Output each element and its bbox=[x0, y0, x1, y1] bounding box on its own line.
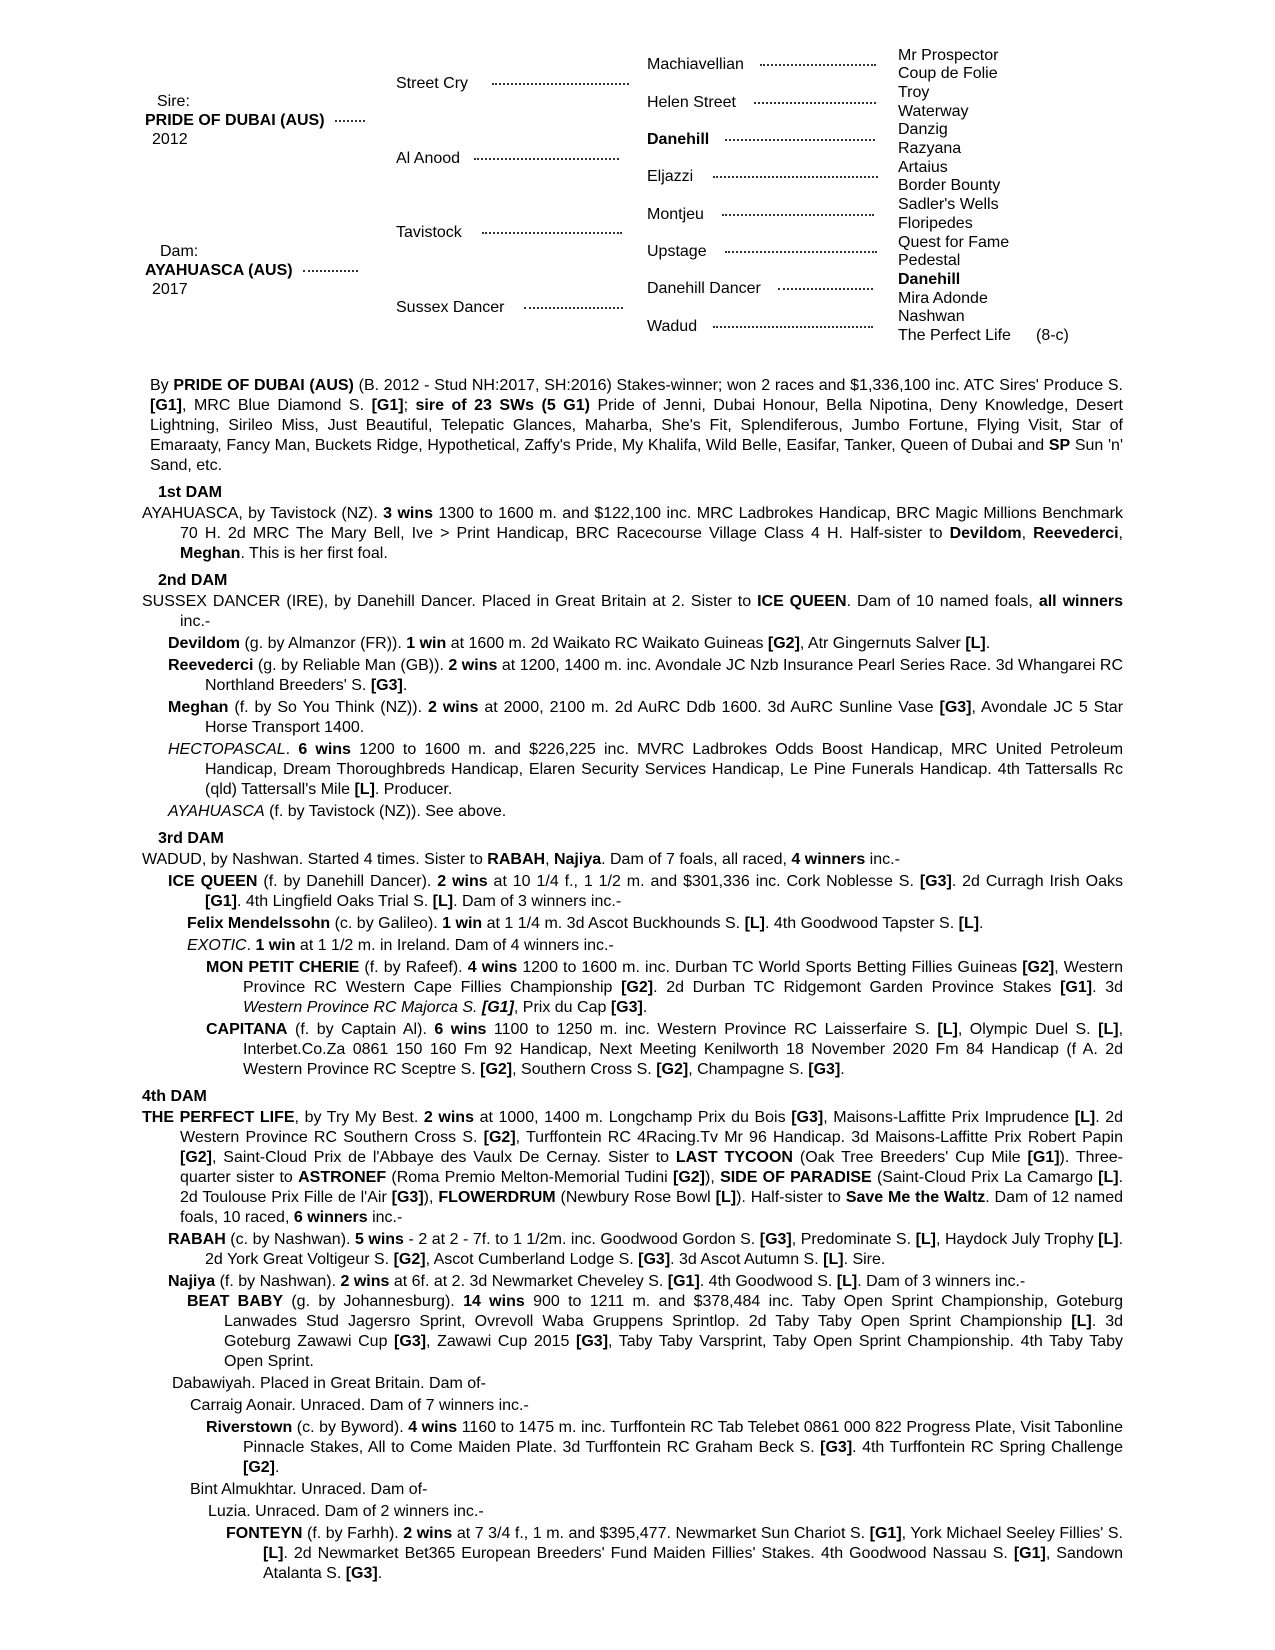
second-dam-entry: SUSSEX DANCER (IRE), by Danehill Dancer. Placed in Great Britain at 2. Sister to ICE QUEEN. Dam of 10 named foals, all winners inc.- bbox=[142, 593, 1124, 630]
produce-entry: RABAH (c. by Nashwan). 5 wins - 2 at 2 - 7f. to 1 1/2m. inc. Goodwood Gordon S. [G3], Predominate S. [L], Haydock July Trophy [L]. 2d York Great Voltigeur S. [G2], Ascot Cumberland Lodge S. [G3]. 3d Ascot Autumn S. [L]. Sire. bbox=[168, 1231, 1124, 1268]
gen3-ancestor bbox=[647, 242, 877, 261]
gen4-ancestor: Artaius bbox=[898, 159, 948, 176]
produce-entry: Devildom (g. by Almanzor (FR)). 1 win at 1600 m. 2d Waikato RC Waikato Guineas [G2], Atr Gingernuts Salver [L]. bbox=[168, 635, 991, 652]
gen3-ancestor bbox=[647, 93, 876, 112]
gen2-name: Tavistock bbox=[396, 224, 462, 241]
produce-entry: BEAT BABY (g. by Johannesburg). 14 wins 900 to 1211 m. and $378,484 inc. Taby Open Sprint Championship, Goteburg Lanwades Stud Jagersro Sprint, Ovrevoll Waba Gruppens Sprintlop. 2d Taby Taby Open Sprint Championship [L]. 3d Goteburg Zawawi Cup [G3], Zawawi Cup 2015 [G3], Taby Taby Varsprint, Taby Open Sprint Championship. 4th Taby Taby Open Sprint. bbox=[187, 1293, 1124, 1370]
gen4-ancestor: Mr Prospector bbox=[898, 47, 999, 64]
gen3-name: Wadud bbox=[647, 318, 698, 335]
dam-year: 2017 bbox=[152, 281, 188, 298]
gen3-ancestor bbox=[647, 130, 875, 149]
gen4-ancestor: Troy bbox=[898, 84, 930, 101]
gen4-ancestor: Nashwan bbox=[898, 308, 965, 325]
produce-entry: Carraig Aonair. Unraced. Dam of 7 winners inc.- bbox=[190, 1397, 529, 1414]
gen4-ancestor: The Perfect Life bbox=[898, 327, 1011, 344]
third-dam-heading: 3rd DAM bbox=[158, 830, 224, 847]
gen4-ancestor: Danehill bbox=[898, 271, 961, 288]
gen4-ancestor: Razyana bbox=[898, 140, 962, 157]
second-dam-heading: 2nd DAM bbox=[158, 572, 228, 589]
gen3-name: Upstage bbox=[647, 243, 707, 260]
sire-name-text: PRIDE OF DUBAI (AUS) bbox=[145, 112, 325, 129]
gen3-ancestor bbox=[647, 167, 878, 186]
gen4-ancestor: Coup de Folie bbox=[898, 65, 998, 82]
gen3-ancestor bbox=[647, 279, 873, 298]
first-dam-entry: AYAHUASCA, by Tavistock (NZ). 3 wins 1300 to 1600 m. and $122,100 inc. MRC Ladbrokes Handicap, BRC Magic Millions Benchmark 70 H. 2d MRC The Mary Bell, Ive > Print Handicap, BRC Racecourse Village Class 4 H. Half-sister to Devildom, Reevederci, Meghan. This is her first foal. bbox=[142, 505, 1124, 562]
produce-entry: CAPITANA (f. by Captain Al). 6 wins 1100 to 1250 m. inc. Western Province RC Laisserfaire S. [L], Olympic Duel S. [L], Interbet.Co.Za 0861 150 160 Fm 92 Handicap, Next Meeting Kenilworth 18 November 2020 Fm 84 Handicap (f A. 2d Western Province RC Sceptre S. [G2], Southern Cross S. [G2], Champagne S. [G3]. bbox=[206, 1021, 1124, 1078]
gen3-name: Danehill bbox=[647, 131, 710, 148]
gen3-name: Eljazzi bbox=[647, 168, 694, 185]
dotted-leader bbox=[778, 288, 873, 290]
gen3-ancestor bbox=[647, 55, 876, 74]
dotted-leader bbox=[474, 158, 619, 160]
produce-entry: Najiya (f. by Nashwan). 2 wins at 6f. at 2. 3d Newmarket Cheveley S. [G1]. 4th Goodwood S. [L]. Dam of 3 winners inc.- bbox=[168, 1273, 1026, 1290]
gen2-name: Street Cry bbox=[396, 75, 469, 92]
catalogue-page bbox=[142, 376, 1124, 1584]
produce-entry: AYAHUASCA (f. by Tavistock (NZ)). See above. bbox=[168, 803, 507, 820]
produce-entry: HECTOPASCAL. 6 wins 1200 to 1600 m. and $226,225 inc. MVRC Ladbrokes Odds Boost Handicap, MRC United Petroleum Handicap, Dream Thoroughbreds Handicap, Elaren Security Services Handicap, Le Pine Funerals Handicap. 4th Tattersalls Rc (qld) Tattersall's Mile [L]. Producer. bbox=[168, 741, 1124, 798]
dotted-leader bbox=[725, 139, 875, 141]
produce-entry: EXOTIC. 1 win at 1 1/2 m. in Ireland. Dam of 4 winners inc.- bbox=[187, 937, 614, 954]
dotted-leader bbox=[524, 307, 623, 309]
dotted-leader bbox=[303, 270, 358, 272]
third-dam-entry: WADUD, by Nashwan. Started 4 times. Sister to RABAH, Najiya. Dam of 7 foals, all raced, 4 winners inc.- bbox=[142, 851, 900, 868]
produce-entry: Luzia. Unraced. Dam of 2 winners inc.- bbox=[208, 1503, 484, 1520]
gen3-name: Helen Street bbox=[647, 94, 736, 111]
gen4-ancestor: Pedestal bbox=[898, 252, 961, 269]
gen4-ancestor: Mira Adonde bbox=[898, 290, 988, 307]
gen2-name: Sussex Dancer bbox=[396, 299, 505, 316]
dotted-leader bbox=[713, 326, 873, 328]
dam-name bbox=[145, 261, 358, 280]
dam-name-text: AYAHUASCA (AUS) bbox=[145, 262, 293, 279]
gen4-ancestor: Quest for Fame bbox=[898, 234, 1010, 251]
gen3-ancestor bbox=[647, 205, 874, 224]
gen3-name: Danehill Dancer bbox=[647, 280, 761, 297]
gen4-ancestor: Sadler's Wells bbox=[898, 196, 999, 213]
gen4-ancestor: Floripedes bbox=[898, 215, 973, 232]
gen4-ancestor: Danzig bbox=[898, 121, 948, 138]
sire-label: Sire: bbox=[157, 93, 190, 110]
produce-entry: MON PETIT CHERIE (f. by Rafeef). 4 wins 1200 to 1600 m. inc. Durban TC World Sports Betting Fillies Guineas [G2], Western Province RC Western Cape Fillies Championship [G2]. 2d Durban TC Ridgemont Garden Province Stakes [G1]. 3d Western Province RC Majorca S. [G1], Prix du Cap [G3]. bbox=[206, 959, 1124, 1016]
fourth-dam-entry: THE PERFECT LIFE, by Try My Best. 2 wins at 1000, 1400 m. Longchamp Prix du Bois [G3], Maisons-Laffitte Prix Imprudence [L]. 2d Western Province RC Southern Cross S. [G2], Turffontein RC 4Racing.Tv Mr 96 Handicap. 3d Maisons-Laffitte Prix Robert Papin [G2], Saint-Cloud Prix de l'Abbaye des Vaulx De Cernay. Sister to LAST TYCOON (Oak Tree Breeders' Cup Mile [G1]). Three-quarter sister to ASTRONEF (Roma Premio Melton-Memorial Tudini [G2]), SIDE OF PARADISE (Saint-Cloud Prix La Camargo [L]. 2d Toulouse Prix Fille de l'Air [G3]), FLOWERDRUM (Newbury Rose Bowl [L]). Half-sister to Save Me the Waltz. Dam of 12 named foals, 10 raced, 6 winners inc.- bbox=[142, 1109, 1124, 1226]
gen2-ancestor bbox=[396, 74, 629, 93]
dotted-leader bbox=[722, 214, 874, 216]
produce-entry: Meghan (f. by So You Think (NZ)). 2 wins at 2000, 2100 m. 2d AuRC Ddb 1600. 3d AuRC Sunline Vase [G3], Avondale JC 5 Star Horse Transport 1400. bbox=[168, 699, 1124, 736]
dotted-leader bbox=[713, 176, 878, 178]
dotted-leader bbox=[482, 232, 622, 234]
gen2-ancestor bbox=[396, 149, 619, 168]
sire-paragraph: By PRIDE OF DUBAI (AUS) (B. 2012 - Stud NH:2017, SH:2016) Stakes-winner; won 2 races and $1,336,100 inc. ATC Sires' Produce S. [G1], MRC Blue Diamond S. [G1]; sire of 23 SWs (5 G1) Pride of Jenni, Dubai Honour, Bella Nipotina, Deny Knowledge, Desert Lightning, Sirileo Miss, Just Beautiful, Telepatic Glances, Maharba, She's Fit, Splendiferous, Jumbo Fortune, Flying Visit, Star of Emaraaty, Fancy Man, Buckets Ridge, Hypothetical, Zaffy's Pride, My Khalifa, Wild Belle, Easifar, Tanker, Queen of Dubai and SP Sun 'n' Sand, etc. bbox=[150, 377, 1124, 474]
produce-entry: Bint Almukhtar. Unraced. Dam of- bbox=[190, 1481, 428, 1498]
dam-label: Dam: bbox=[160, 243, 199, 260]
produce-entry: Dabawiyah. Placed in Great Britain. Dam of- bbox=[172, 1375, 486, 1392]
fourth-dam-heading: 4th DAM bbox=[142, 1088, 207, 1105]
gen4-ancestor: Waterway bbox=[898, 103, 969, 120]
dotted-leader bbox=[725, 251, 877, 253]
gen2-name: Al Anood bbox=[396, 150, 461, 167]
gen4-ancestor: Border Bounty bbox=[898, 177, 1001, 194]
produce-entry: Reevederci (g. by Reliable Man (GB)). 2 wins at 1200, 1400 m. inc. Avondale JC Nzb Insurance Pearl Series Race. 3d Whangarei RC Northland Breeders' S. [G3]. bbox=[168, 657, 1123, 694]
gen3-name: Montjeu bbox=[647, 206, 704, 223]
first-dam-heading: 1st DAM bbox=[158, 484, 223, 501]
gen3-name: Machiavellian bbox=[647, 56, 744, 73]
produce-entry: ICE QUEEN (f. by Danehill Dancer). 2 wins at 10 1/4 f., 1 1/2 m. and $301,336 inc. Cork Noblesse S. [G3]. 2d Curragh Irish Oaks [G1]. 4th Lingfield Oaks Trial S. [L]. Dam of 3 winners inc.- bbox=[168, 873, 1124, 910]
produce-entry: Riverstown (c. by Byword). 4 wins 1160 to 1475 m. inc. Turffontein RC Tab Telebet 0861 000 822 Progress Plate, Visit Tabonline Pinnacle Stakes, All to Come Maiden Plate. 3d Turffontein RC Graham Beck S. [G3]. 4th Turffontein RC Spring Challenge [G2]. bbox=[206, 1419, 1124, 1476]
dotted-leader bbox=[335, 120, 365, 122]
sire-name bbox=[145, 111, 365, 130]
gen2-ancestor bbox=[396, 298, 623, 317]
family-number: (8-c) bbox=[1036, 327, 1069, 344]
gen2-ancestor bbox=[396, 223, 622, 242]
sire-year: 2012 bbox=[152, 131, 188, 148]
dotted-leader bbox=[492, 83, 629, 85]
dotted-leader bbox=[754, 102, 876, 104]
produce-entry: FONTEYN (f. by Farhh). 2 wins at 7 3/4 f., 1 m. and $395,477. Newmarket Sun Chariot S. [G1], York Michael Seeley Fillies' S. [L]. 2d Newmarket Bet365 European Breeders' Fund Maiden Fillies' Stakes. 4th Goodwood Nassau S. [G1], Sandown Atalanta S. [G3]. bbox=[226, 1525, 1124, 1582]
produce-entry: Felix Mendelssohn (c. by Galileo). 1 win at 1 1/4 m. 3d Ascot Buckhounds S. [L]. 4th Goodwood Tapster S. [L]. bbox=[187, 915, 984, 932]
gen3-ancestor bbox=[647, 317, 873, 336]
dotted-leader bbox=[760, 64, 876, 66]
